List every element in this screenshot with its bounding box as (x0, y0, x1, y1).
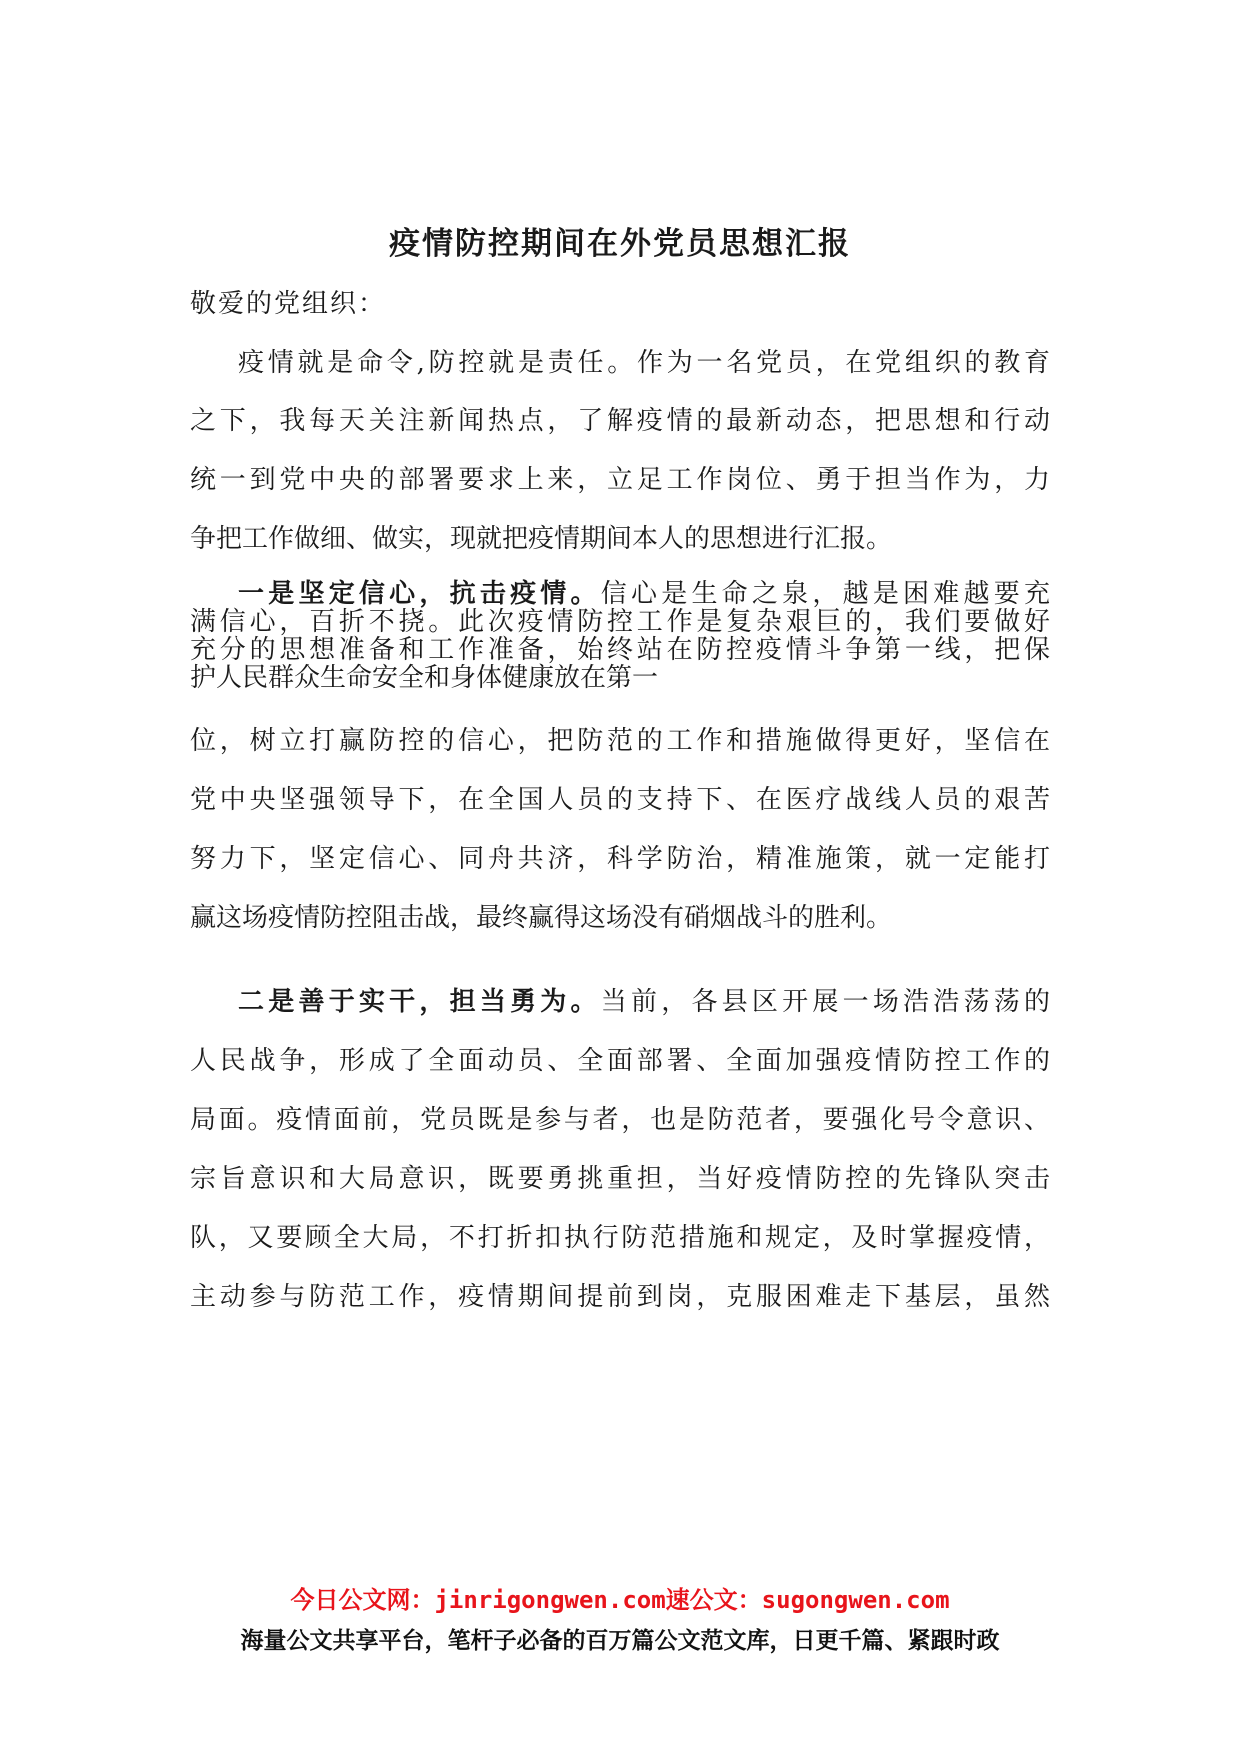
para2-line-first (238, 580, 1050, 608)
salutation: 敬爱的党组织： (190, 289, 387, 319)
para3-line: 主动参与防范工作，疫情期间提前到岗，克服困难走下基层，虽然 (190, 1282, 1050, 1312)
site1-label: 今日公文网： (290, 1586, 435, 1614)
para3-line-first (238, 986, 1050, 1018)
para2-heading: 一是坚定信心，抗击疫情。 (238, 579, 601, 609)
para3-line: 人民战争，形成了全面动员、全面部署、全面加强疫情防控工作的 (190, 1046, 1050, 1076)
para3-line: 队，又要顾全大局，不打折扣执行防范措施和规定，及时掌握疫情， (190, 1223, 1050, 1253)
para3-line: 局面。疫情面前，党员既是参与者，也是防范者，要强化号令意识、 (190, 1105, 1050, 1135)
para3-heading: 二是善于实干，担当勇为。 (238, 987, 601, 1017)
para2-line: 满信心，百折不挠。此次疫情防控工作是复杂艰巨的，我们要做好 (190, 607, 1050, 637)
site2-link[interactable]: sugongwen.com (761, 1586, 950, 1614)
para1-line: 疫情就是命令,防控就是责任。作为一名党员，在党组织的教育 (238, 348, 1050, 378)
para2-line: 位，树立打赢防控的信心，把防范的工作和措施做得更好，坚信在 (190, 726, 1050, 756)
footer-slogan: 海量公文共享平台，笔杆子必备的百万篇公文范文库，日更千篇、紧跟时政 (240, 1628, 1000, 1654)
para2-line: 护人民群众生命安全和身体健康放在第一 (190, 663, 659, 693)
para2-text: 信心是生命之泉，越是困难越要充 (600, 579, 1050, 609)
site2-label: 速公文： (665, 1586, 762, 1614)
para2-line: 赢这场疫情防控阻击战，最终赢得这场没有硝烟战斗的胜利。 (190, 903, 893, 933)
para2-line: 充分的思想准备和工作准备，始终站在防控疫情斗争第一线，把保 (190, 635, 1050, 665)
footer-sites (0, 1580, 1240, 1615)
para1-line: 之下，我每天关注新闻热点，了解疫情的最新动态，把思想和行动 (190, 406, 1050, 436)
para3-line: 宗旨意识和大局意识，既要勇挑重担，当好疫情防控的先锋队突击 (190, 1164, 1050, 1194)
para3-text: 当前，各县区开展一场浩浩荡荡的 (600, 987, 1050, 1017)
site1-link[interactable]: jinrigongwen.com (434, 1586, 666, 1614)
para1-line: 争把工作做细、做实，现就把疫情期间本人的思想进行汇报。 (190, 524, 893, 554)
page-title: 疫情防控期间在外党员思想汇报 (389, 226, 851, 262)
para2-line: 努力下，坚定信心、同舟共济，科学防治，精准施策，就一定能打 (190, 844, 1050, 874)
para1-line: 统一到党中央的部署要求上来，立足工作岗位、勇于担当作为，力 (190, 465, 1050, 495)
para2-line: 党中央坚强领导下，在全国人员的支持下、在医疗战线人员的艰苦 (190, 785, 1050, 815)
